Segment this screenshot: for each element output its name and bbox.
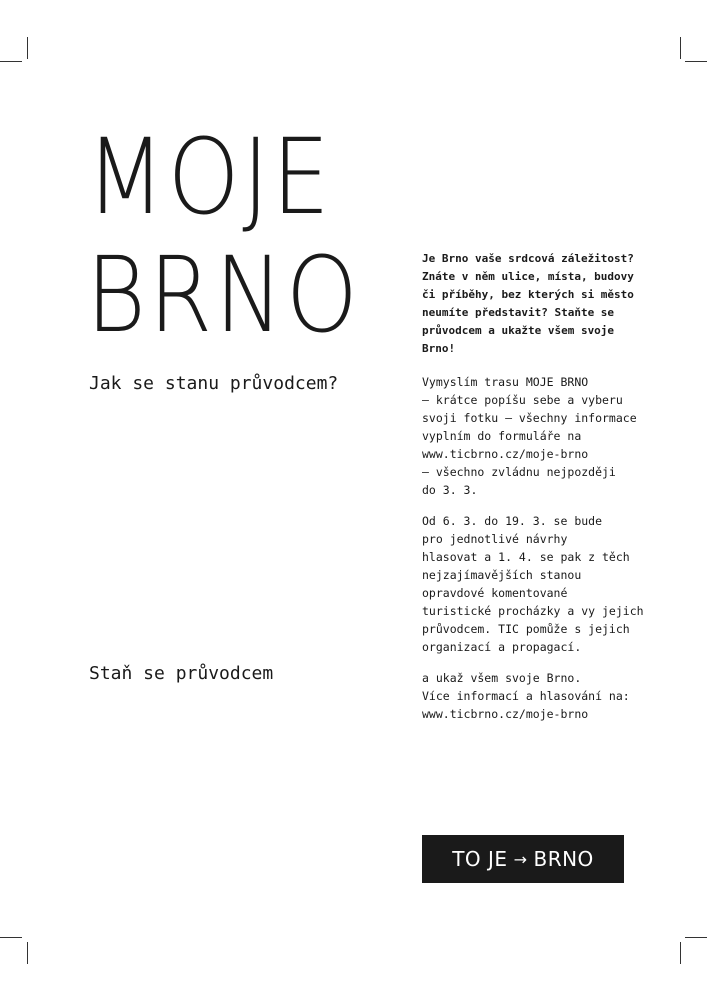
intro-line: neumíte představit? Staňte se: [422, 306, 615, 319]
badge-text-left: TO JE: [452, 847, 508, 871]
crop-mark-top-right-horizontal: [685, 61, 707, 62]
intro-line: Je Brno vaše srdcová záležitost?: [422, 252, 634, 265]
steps-line: vyplním do formuláře na: [422, 429, 582, 443]
crop-mark-top-right-vertical: [680, 37, 681, 59]
more-info-line: a ukaž všem svoje Brno.: [422, 671, 582, 685]
more-info-line: Více informací a hlasování na:: [422, 689, 630, 703]
crop-mark-bottom-left-vertical: [27, 942, 28, 964]
more-info-url: www.ticbrno.cz/moje-brno: [422, 707, 589, 721]
voting-line: opravdové komentované: [422, 586, 568, 600]
steps-url: www.ticbrno.cz/moje-brno: [422, 447, 589, 461]
steps-line: Vymyslím trasu MOJE BRNO: [422, 375, 589, 389]
crop-mark-bottom-right-vertical: [680, 942, 681, 964]
intro-line: Brno!: [422, 342, 456, 355]
voting-line: organizací a propagací.: [422, 640, 582, 654]
voting-line: turistické procházky a vy jejich: [422, 604, 644, 618]
steps-line: do 3. 3.: [422, 483, 478, 497]
steps-line: – všechno zvládnu nejpozději: [422, 465, 616, 479]
intro-line: či příběhy, bez kterých si město: [422, 288, 634, 301]
voting-line: nejzajímavějších stanou: [422, 568, 582, 582]
page-title: [86, 118, 361, 354]
voting-line: hlasovat a 1. 4. se pak z těch: [422, 550, 630, 564]
voting-line: Od 6. 3. do 19. 3. se bude: [422, 514, 603, 528]
voting-line: pro jednotlivé návrhy: [422, 532, 568, 546]
intro-line: Znáte v něm ulice, místa, budovy: [422, 270, 634, 283]
crop-mark-top-left-vertical: [27, 37, 28, 59]
steps-paragraph: [422, 373, 637, 499]
badge-text-right: BRNO: [533, 847, 594, 871]
voting-line: průvodcem. TIC pomůže s jejich: [422, 622, 630, 636]
crop-mark-top-left-horizontal: [0, 61, 22, 62]
voting-paragraph: [422, 512, 644, 656]
heading-become-guide: Staň se průvodcem: [89, 663, 274, 684]
arrow-right-icon: →: [513, 849, 528, 869]
steps-line: svoji fotku – všechny informace: [422, 411, 637, 425]
steps-line: – krátce popíšu sebe a vyberu: [422, 393, 623, 407]
heading-how-to-become-guide: Jak se stanu průvodcem?: [89, 373, 339, 394]
to-je-brno-badge: [422, 835, 624, 883]
crop-mark-bottom-right-horizontal: [685, 937, 707, 938]
title-line-1: MOJE: [86, 116, 333, 238]
title-line-2: BRNO: [86, 234, 361, 356]
crop-mark-bottom-left-horizontal: [0, 937, 22, 938]
more-info-paragraph: [422, 669, 630, 723]
intro-paragraph: [422, 250, 634, 358]
intro-line: průvodcem a ukažte všem svoje: [422, 324, 615, 337]
